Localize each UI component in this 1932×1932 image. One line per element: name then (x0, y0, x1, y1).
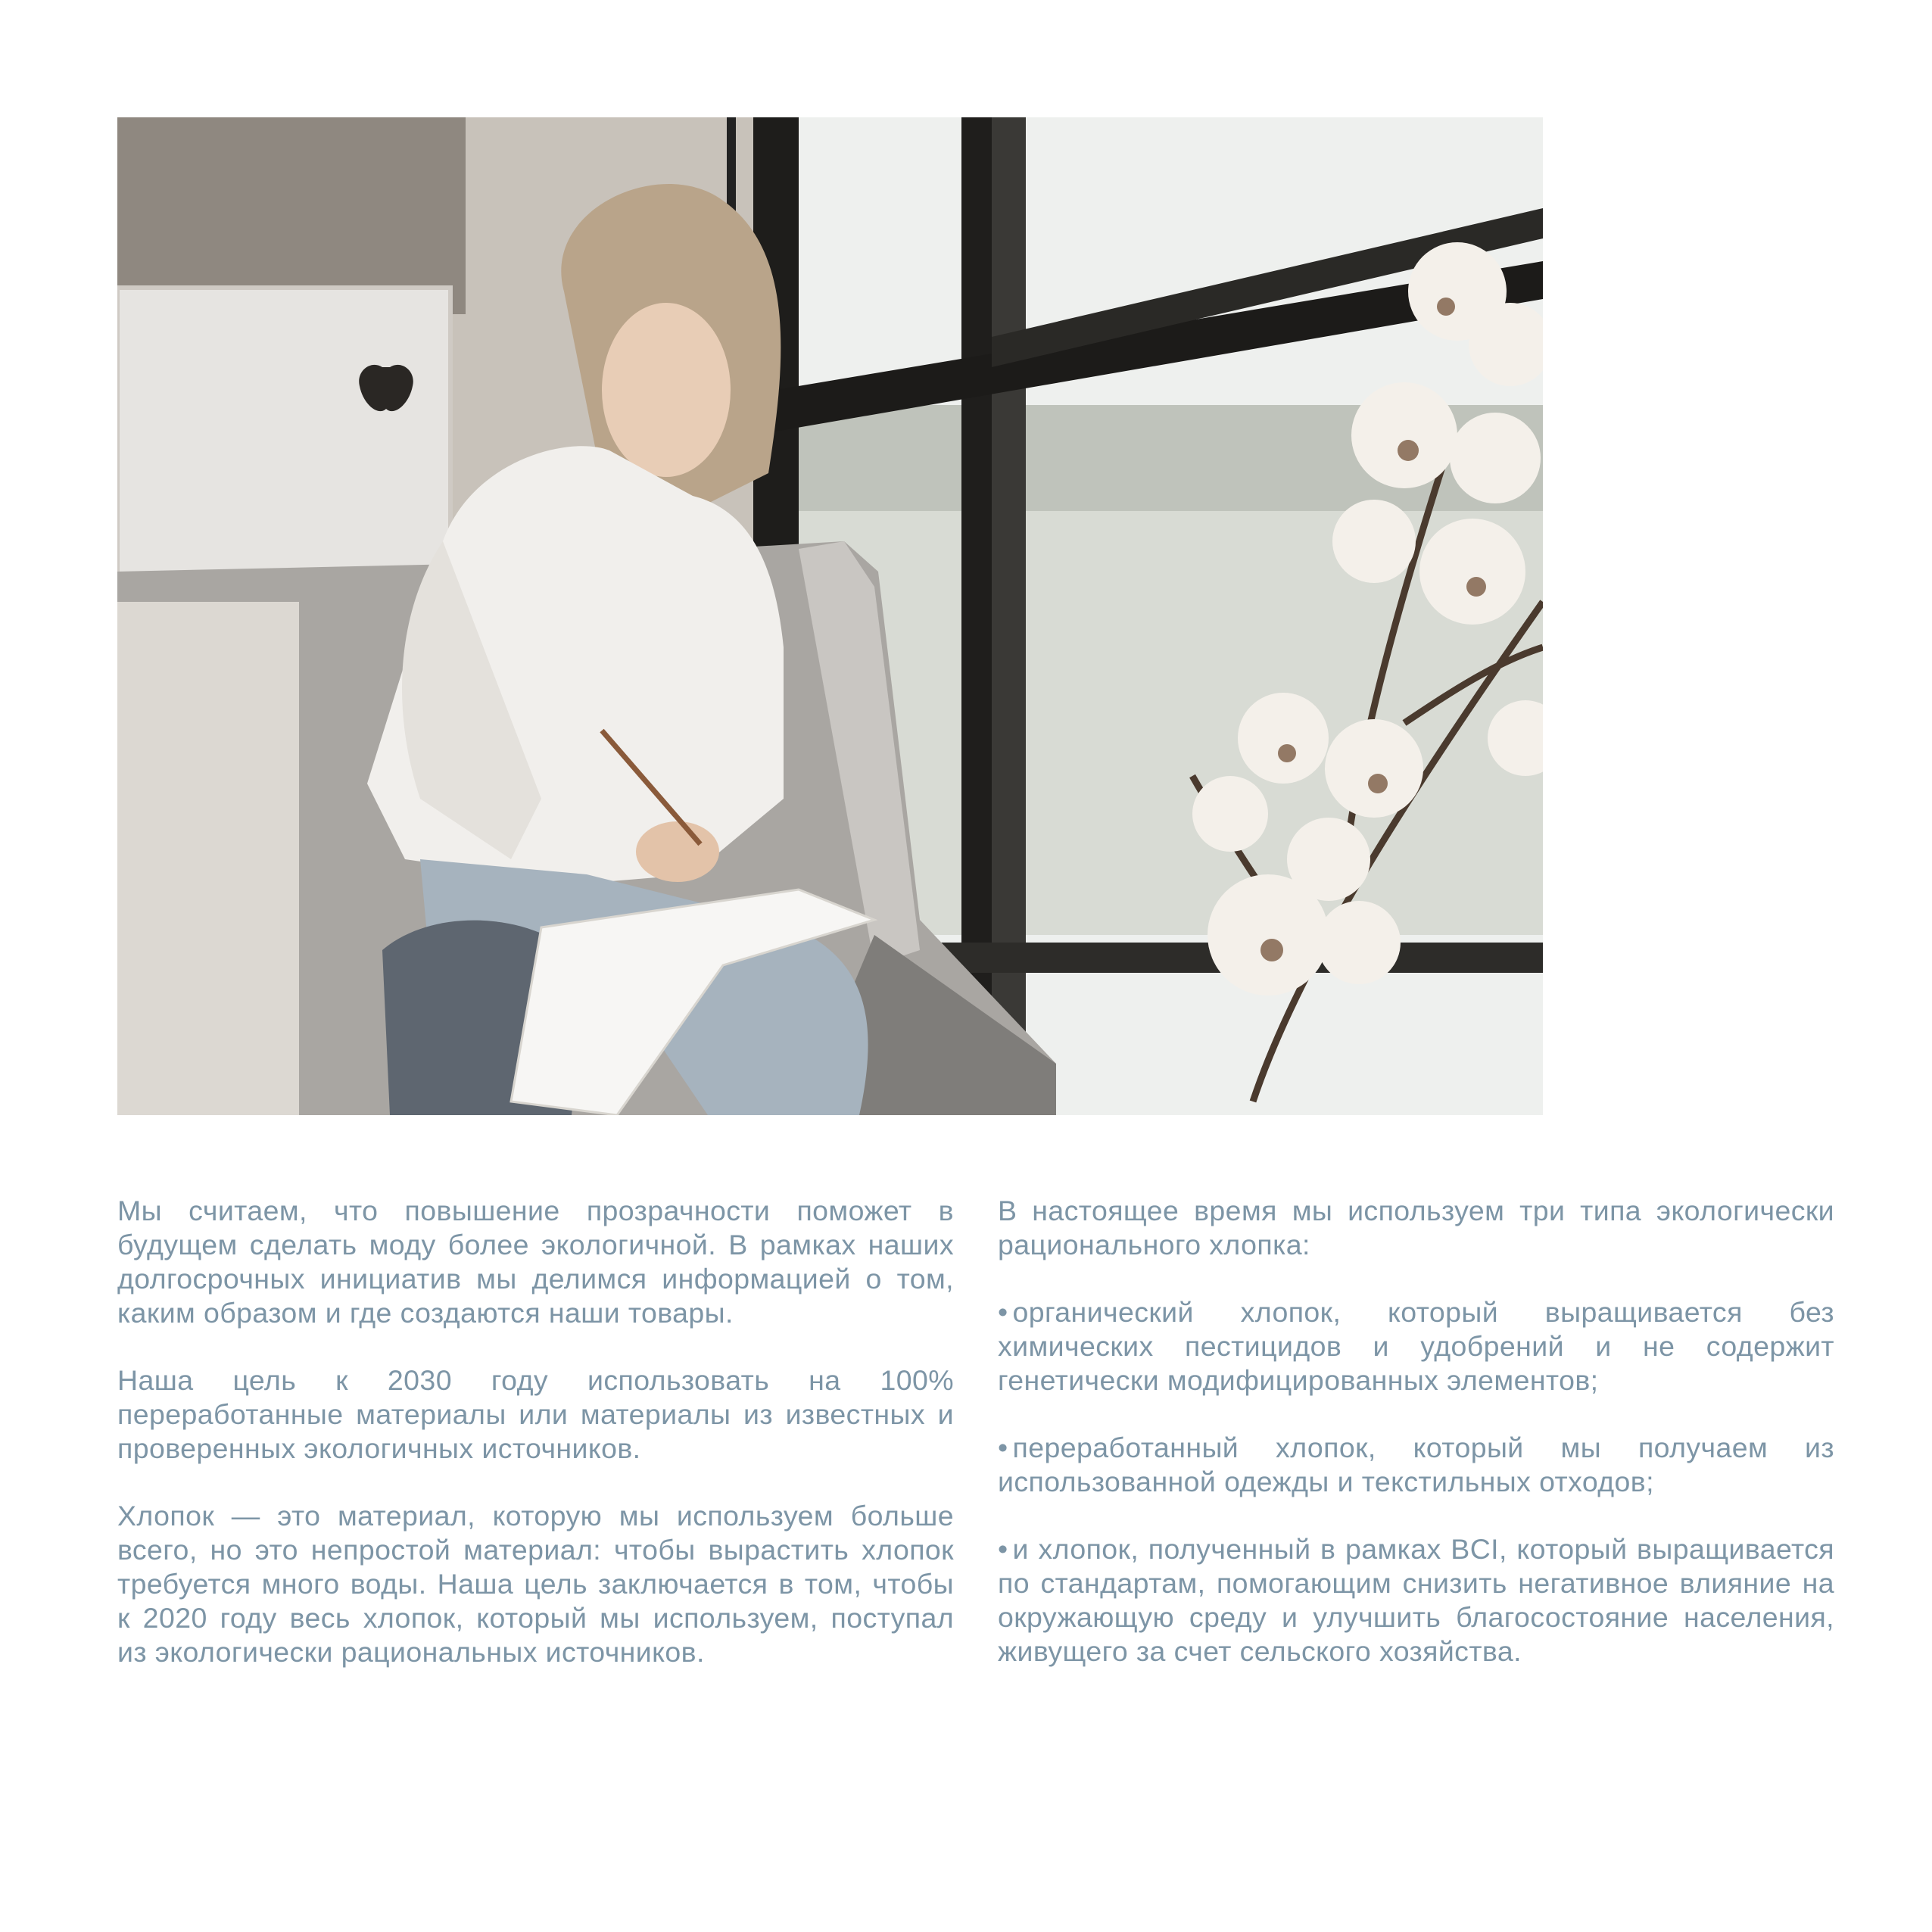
goal-2030-paragraph: Наша цель к 2030 году использовать на 100% переработанные материалы или материалы из известных и проверенных экологичных источников. (117, 1364, 954, 1464)
list-item-text: органический хлопок, который выращивается без химических пестицидов и удобрений и не содержит генетически модифицированных элементов; (998, 1296, 1834, 1396)
bullet-marker: • (998, 1533, 1008, 1565)
list-item-text: переработанный хлопок, который мы получаем из использованной одежды и текстильных отходов; (998, 1432, 1834, 1497)
cotton-types-intro: В настоящее время мы используем три типа экологически рационального хлопка: (998, 1195, 1834, 1260)
bullet-marker: • (998, 1296, 1008, 1328)
list-item-bci-cotton (998, 1532, 1834, 1669)
list-item-organic-cotton (998, 1295, 1834, 1398)
transparency-paragraph: Мы считаем, что повышение прозрачности поможет в будущем сделать моду более экологичной. В рамках наших долгосрочных инициатив мы делимся информацией о том, каким образом и где создаются наши товары. (117, 1195, 954, 1329)
hero-photo (117, 117, 1543, 1115)
woman-writing-by-window-image (117, 117, 1543, 1115)
right-text-column (998, 1194, 1834, 1702)
list-item-recycled-cotton (998, 1431, 1834, 1499)
bullet-marker: • (998, 1432, 1008, 1463)
cotton-paragraph: Хлопок — это материал, которую мы используем больше всего, но это непростой материал: чтобы вырастить хлопок требуется много воды. Наша цель заключается в том, чтобы к 2020 году весь хлопок, который мы используем, поступал из экологически рациональных источников. (117, 1500, 954, 1668)
list-item-text: и хлопок, полученный в рамках BCI, который выращивается по стандартам, помогающим снизить негативное влияние на окружающую среду и улучшить благосостояние населения, живущего за счет сельского хозяйства. (998, 1533, 1834, 1667)
left-text-column (117, 1194, 954, 1703)
